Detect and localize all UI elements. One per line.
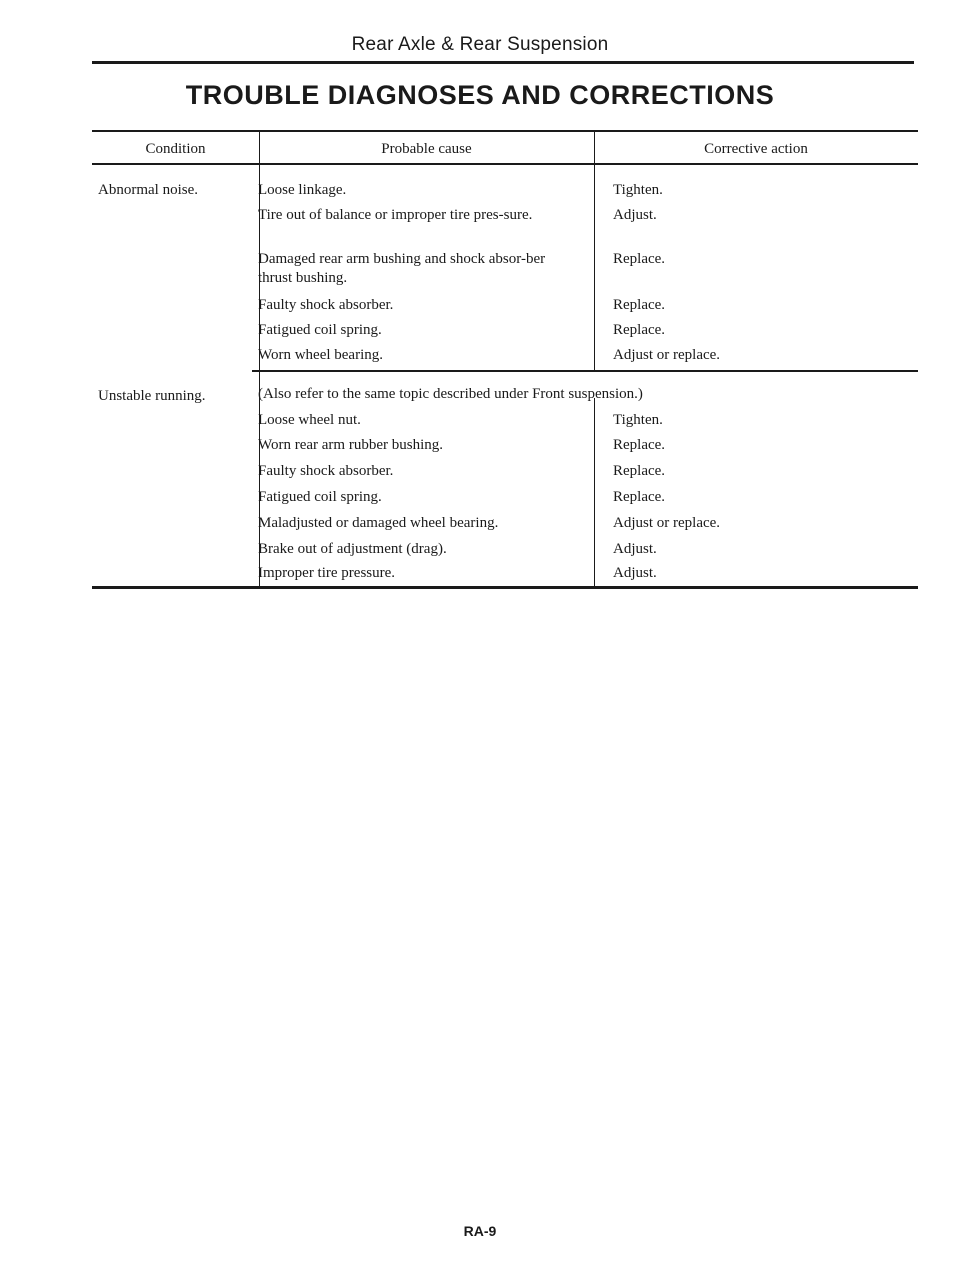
cause-cell: Faulty shock absorber. [258,463,394,479]
cause-cell: Worn wheel bearing. [258,347,383,363]
action-cell: Tighten. [613,182,663,198]
action-cell: Replace. [613,251,666,267]
cause-cell: Faulty shock absorber. [258,297,394,313]
header-bottom-rule [92,163,918,165]
cause-cell: Loose linkage. [258,182,347,198]
group-divider-rule [252,370,918,372]
cause-cell: Brake out of adjustment (drag). [258,541,447,557]
cause-cell: Loose wheel nut. [258,412,361,428]
column-divider-2-upper [594,130,595,370]
action-cell: Replace. [613,489,666,505]
header-rule [92,61,914,64]
table-bottom-rule [92,586,918,589]
cross-reference-note: (Also refer to the same topic described under Front suspension.) [258,386,643,402]
action-cell: Adjust or replace. [613,515,721,531]
action-cell: Adjust or replace. [613,347,721,363]
cause-cell: Damaged rear arm bushing and shock absor-ber thrust bushing. [258,251,546,286]
header-corrective-action: Corrective action [704,141,808,157]
page-title: TROUBLE DIAGNOSES AND CORRECTIONS [185,80,775,110]
cause-cell: Fatigued coil spring. [258,489,382,505]
action-cell: Replace. [613,322,666,338]
action-cell: Adjust. [613,565,657,581]
column-divider-2-lower [594,398,595,586]
action-cell: Tighten. [613,412,663,428]
table-top-rule [92,130,918,132]
page-number: RA-9 [463,1223,497,1239]
cause-cell: Maladjusted or damaged wheel bearing. [258,515,499,531]
action-cell: Replace. [613,297,666,313]
action-cell: Adjust. [613,207,657,223]
running-head: Rear Axle & Rear Suspension [351,34,609,55]
cause-cell: Worn rear arm rubber bushing. [258,437,443,453]
condition-unstable-running: Unstable running. [98,388,206,404]
cause-cell: Fatigued coil spring. [258,322,382,338]
cause-cell: Tire out of balance or improper tire pres-sure. [258,207,533,223]
cause-cell: Improper tire pressure. [258,565,396,581]
action-cell: Adjust. [613,541,657,557]
condition-abnormal-noise: Abnormal noise. [98,182,198,198]
header-condition: Condition [145,141,206,157]
action-cell: Replace. [613,463,666,479]
header-probable-cause: Probable cause [381,141,472,157]
action-cell: Replace. [613,437,666,453]
